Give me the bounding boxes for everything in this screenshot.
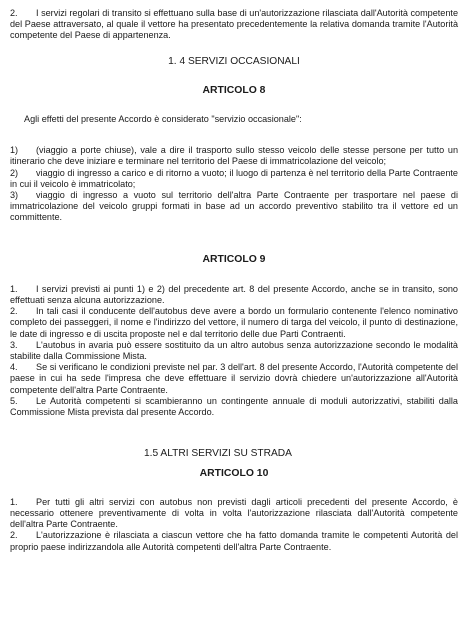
article-10-title: ARTICOLO 10 — [199, 468, 269, 480]
section-heading-1-4: 1. 4 SERVIZI OCCASIONALI — [168, 55, 300, 67]
item-text: viaggio di ingresso a carico e di ritorno a vuoto; il luogo di partenza è nel territorio della Parte Contraente in cui il veicolo è immatricolato; — [10, 167, 458, 189]
item-number: 3. — [10, 339, 18, 350]
article-10-list — [10, 497, 458, 553]
item-number: 2) — [10, 167, 19, 178]
item-text: Se si verificano le condizioni previste nel par. 3 dell'art. 8 del presente Accordo, l'Autorità competente del paese in cui ha sede l'impresa che deve effettuare il servizio dovrà chiedere un'autorizzazione all'Autorità competente dell'altra Parte Contraente. — [10, 362, 458, 395]
list-item — [10, 362, 458, 396]
section-heading-1-5: 1.5 ALTRI SERVIZI SU STRADA — [144, 448, 292, 460]
list-item — [10, 530, 458, 552]
item-text: viaggio di ingresso a vuoto sul territorio dell'altra Parte Contraente per trasportare nel paese di immatricolazione del veicolo gruppi formati in base ad un accordo preventivo stabilito tra il vettore ed un committente. — [10, 190, 458, 223]
item-number: 5. — [10, 395, 18, 406]
list-item — [10, 168, 458, 190]
list-item — [10, 497, 458, 531]
item-number: 1. — [10, 283, 18, 294]
item-text: (viaggio a porte chiuse), vale a dire il trasporto sullo stesso veicolo delle stesse persone per tutto un itinerario che deve iniziare e terminare nel territorio del Paese di immatricolazione del veicolo; — [10, 145, 458, 167]
article-8-lead: Agli effetti del presente Accordo è considerato "servizio occasionale": — [24, 114, 302, 125]
item-text: In tali casi il conducente dell'autobus deve avere a bordo un formulario contenente l'elenco nominativo completo dei passeggeri, il nome e l'indirizzo del vettore, il numero di targa del veicolo, il punto di destinazione, le date di ingresso e di uscita proposte nel e dal territorio delle due Parti Contraenti. — [10, 306, 458, 339]
item-text: Per tutti gli altri servizi con autobus non previsti dagli articoli precedenti del presente Accordo, è necessario ottenere preventivamente di volta in volta l'autorizzazione rilasciata dall'Autorità competente dell'altra Parte Contraente. — [10, 496, 458, 530]
list-item — [10, 284, 458, 306]
item-number: 2. — [10, 530, 18, 541]
item-number: 2. — [10, 306, 18, 317]
intro-number: 2. — [10, 8, 18, 18]
intro-text: I servizi regolari di transito si effettuano sulla base di un'autorizzazione rilasciata dall'Autorità competente del Paese attraversato, al quale il vettore ha presentato precedentemente la relativa domanda tramite l'Autorità competente del Paese di appartenenza. — [10, 8, 458, 41]
article-8-title: ARTICOLO 8 — [202, 84, 266, 96]
item-number: 4. — [10, 362, 18, 373]
list-item — [10, 306, 458, 340]
list-item — [10, 145, 458, 167]
item-text: Le Autorità competenti si scambieranno un contingente annuale di moduli autorizzativi, stabiliti dalla Commissione Mista prevista dal presente Accordo. — [10, 395, 458, 418]
list-item — [10, 190, 458, 224]
article-8-list — [10, 145, 458, 223]
item-number: 1. — [10, 496, 18, 507]
intro-paragraph — [10, 8, 458, 42]
item-text: L'autorizzazione è rilasciata a ciascun vettore che ha fatto domanda tramite le competenti Autorità del proprio paese indirizzandola alle Autorità competenti dell'altra Parte Contraente. — [10, 530, 458, 552]
article-9-title: ARTICOLO 9 — [202, 253, 266, 265]
item-number: 3) — [10, 190, 19, 201]
item-text: L'autobus in avaria può essere sostituito da un altro autobus senza autorizzazione secondo le modalità stabilite dalla Commissione Mista. — [10, 339, 458, 362]
item-number: 1) — [10, 145, 19, 156]
item-text: I servizi previsti ai punti 1) e 2) del precedente art. 8 del presente Accordo, anche se in transito, sono effettuati senza alcuna autorizzazione. — [10, 283, 458, 306]
list-item — [10, 340, 458, 362]
list-item — [10, 396, 458, 418]
article-9-list — [10, 284, 458, 418]
